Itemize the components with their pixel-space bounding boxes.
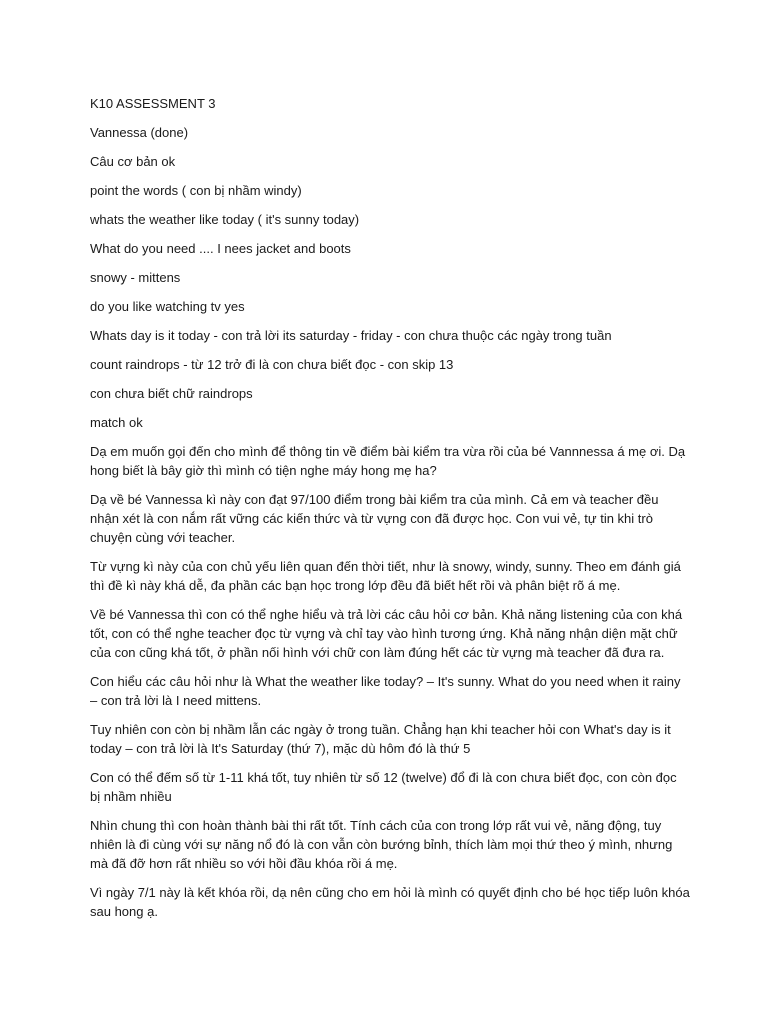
body-paragraph: Vì ngày 7/1 này là kết khóa rồi, dạ nên cũng cho em hỏi là mình có quyết định cho bé học tiếp luôn khóa sau hong ạ. xyxy=(90,885,690,919)
body-paragraph: Về bé Vannessa thì con có thể nghe hiểu và trả lời các câu hỏi cơ bản. Khả năng listening của con khá tốt, con có thể nghe teacher đọc từ vựng và chỉ tay vào hình tương ứng. Khả năng nhận diện mặt chữ của con cũng khá tốt, ở phần nối hình với chữ con làm đúng hết các từ vựng mà teacher đã đưa ra. xyxy=(90,607,683,660)
body-paragraph: Nhìn chung thì con hoàn thành bài thi rất tốt. Tính cách của con trong lớp rất vui vẻ, năng động, tuy nhiên là đi cùng với sự năng nổ đó là con vẫn còn bướng bỉnh, thích làm mọi thứ theo ý mình, nhưng mà đã đỡ hơn rất nhiều so với hồi đầu khóa rồi á mẹ. xyxy=(90,818,673,871)
note-line: do you like watching tv yes xyxy=(90,299,245,314)
note-line: point the words ( con bị nhầm windy) xyxy=(90,183,302,198)
document-body xyxy=(90,94,690,931)
body-paragraph: Tuy nhiên con còn bị nhầm lẫn các ngày ở trong tuần. Chẳng hạn khi teacher hỏi con What's day is it today – con trả lời là It's Saturday (thứ 7), mặc dù hôm đó là thứ 5 xyxy=(90,722,671,756)
document-title: K10 ASSESSMENT 3 xyxy=(90,96,216,111)
note-line: snowy - mittens xyxy=(90,270,181,285)
note-line: Vannessa (done) xyxy=(90,125,189,140)
note-line: match ok xyxy=(90,415,143,430)
note-line: What do you need .... I nees jacket and boots xyxy=(90,241,351,256)
note-line: con chưa biết chữ raindrops xyxy=(90,386,253,401)
body-paragraph: Từ vựng kì này của con chủ yếu liên quan đến thời tiết, như là snowy, windy, sunny. Theo em đánh giá thì đề kì này khá dễ, đa phần các bạn học trong lớp đều đã biết hết rồi và phân biệt rõ á mẹ. xyxy=(90,559,681,593)
note-line: Whats day is it today - con trả lời its saturday - friday - con chưa thuộc các ngày trong tuần xyxy=(90,328,612,343)
body-paragraph: Con hiểu các câu hỏi như là What the weather like today? – It's sunny. What do you need when it rainy – con trả lời là I need mittens. xyxy=(90,674,681,708)
body-paragraph: Dạ em muốn gọi đến cho mình để thông tin về điểm bài kiểm tra vừa rồi của bé Vannnessa á mẹ ơi. Dạ hong biết là bây giờ thì mình có tiện nghe máy hong mẹ ha? xyxy=(90,444,686,478)
note-line: count raindrops - từ 12 trở đi là con chưa biết đọc - con skip 13 xyxy=(90,357,454,372)
note-line: whats the weather like today ( it's sunny today) xyxy=(90,212,360,227)
body-paragraph: Dạ về bé Vannessa kì này con đạt 97/100 điểm trong bài kiểm tra của mình. Cả em và teacher đều nhận xét là con nắm rất vững các kiến thức và từ vựng con đã được học. Con vui vẻ, tự tin khi trò chuyện cùng với teacher. xyxy=(90,492,659,545)
note-line: Câu cơ bản ok xyxy=(90,154,176,169)
body-paragraph: Con có thể đếm số từ 1-11 khá tốt, tuy nhiên từ số 12 (twelve) đổ đi là con chưa biết đọc, con còn đọc bị nhầm nhiều xyxy=(90,770,677,804)
